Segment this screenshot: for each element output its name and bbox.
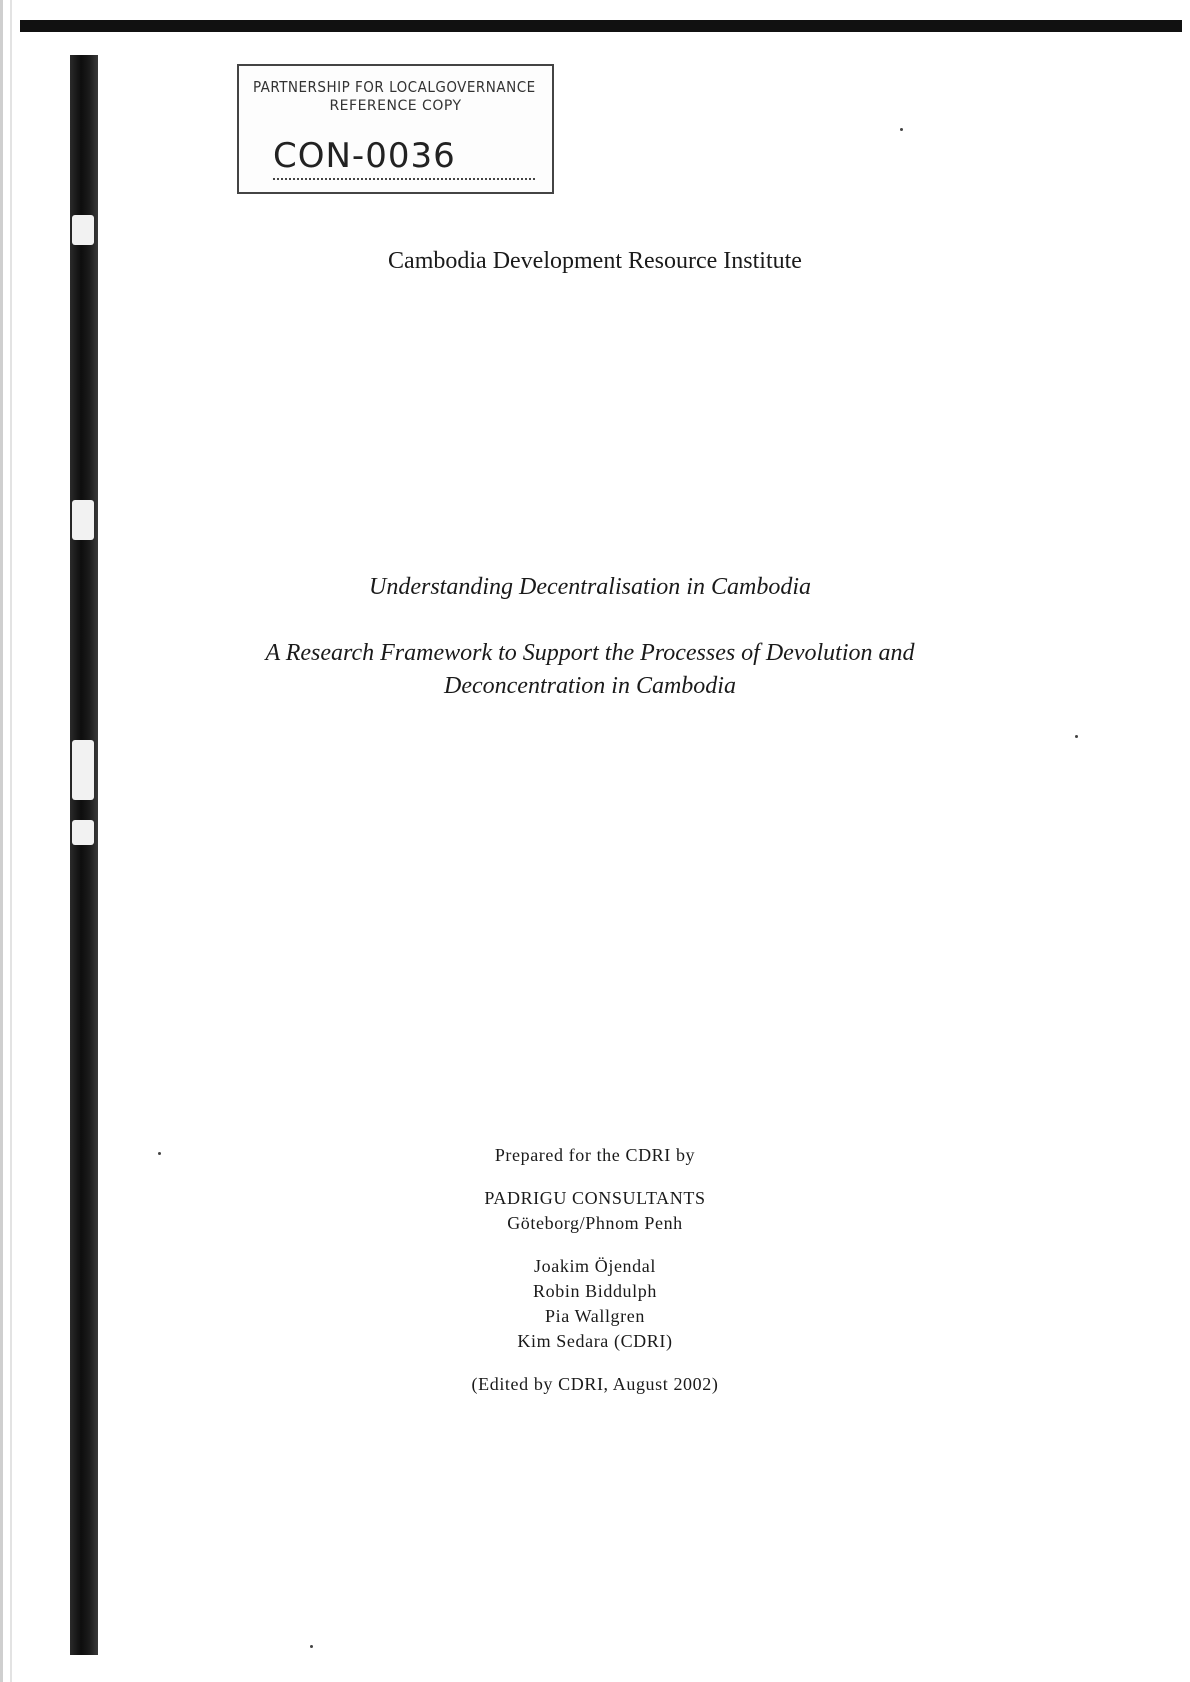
consultancy-location: Göteborg/Phnom Penh bbox=[507, 1213, 683, 1233]
document-title: Understanding Decentralisation in Cambodia bbox=[369, 574, 811, 600]
credits-block bbox=[0, 1143, 1190, 1397]
consultancy-name: PADRIGU CONSULTANTS bbox=[484, 1188, 706, 1208]
institute-name: Cambodia Development Resource Institute bbox=[388, 248, 802, 274]
scan-speck bbox=[158, 1152, 161, 1155]
binding-spine bbox=[70, 55, 98, 1655]
author: Robin Biddulph bbox=[533, 1281, 657, 1301]
spine-gap bbox=[72, 500, 94, 540]
stamp-label: REFERENCE COPY bbox=[329, 98, 462, 114]
stamp-organization: PARTNERSHIP FOR LOCALGOVERNANCE bbox=[253, 78, 536, 96]
scan-speck bbox=[1075, 735, 1078, 738]
author: Joakim Öjendal bbox=[534, 1256, 656, 1276]
spine-gap bbox=[72, 820, 94, 845]
edit-note: (Edited by CDRI, August 2002) bbox=[471, 1374, 719, 1394]
stamp-reference-number: CON-0036 bbox=[273, 136, 535, 180]
author: Kim Sedara (CDRI) bbox=[517, 1331, 673, 1351]
subtitle-line-1: A Research Framework to Support the Processes of Devolution and bbox=[265, 640, 915, 666]
top-rule bbox=[20, 20, 1182, 32]
scan-speck bbox=[310, 1645, 313, 1648]
spine-gap bbox=[72, 740, 94, 800]
prepared-for: Prepared for the CDRI by bbox=[494, 1145, 696, 1165]
author: Pia Wallgren bbox=[545, 1306, 645, 1326]
scan-speck bbox=[900, 128, 903, 131]
subtitle-line-2: Deconcentration in Cambodia bbox=[444, 673, 736, 699]
document-subtitle bbox=[140, 637, 1040, 703]
reference-stamp bbox=[237, 64, 554, 194]
spine-gap bbox=[72, 215, 94, 245]
